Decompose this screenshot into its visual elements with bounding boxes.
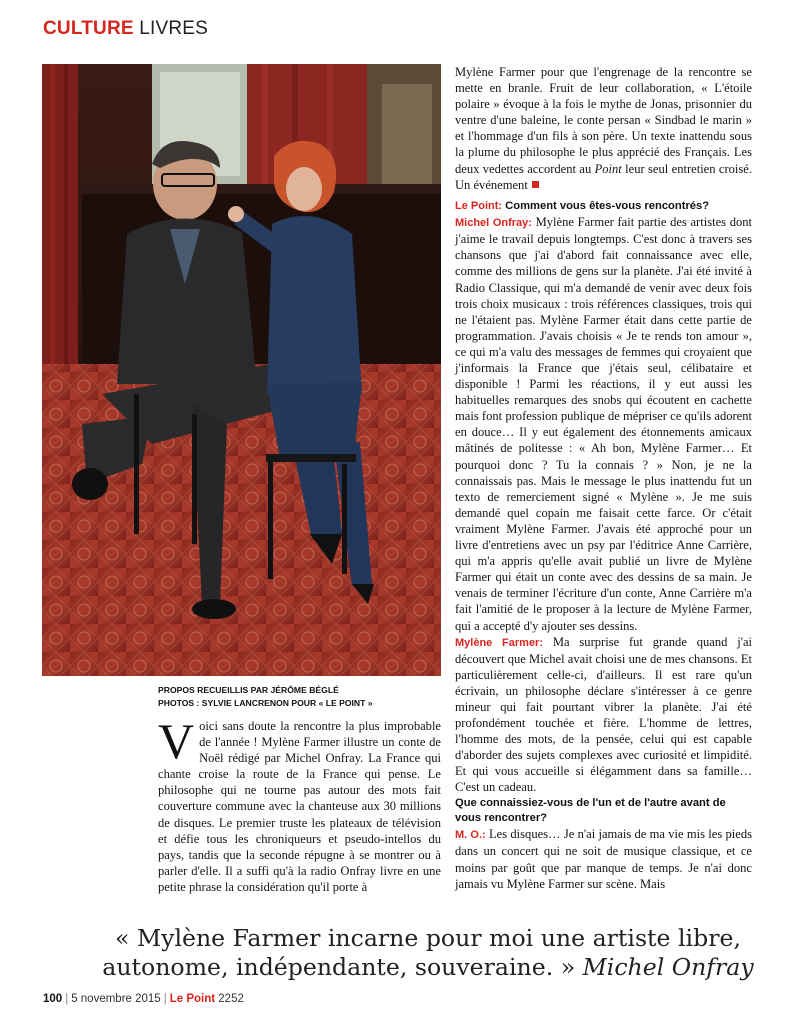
speaker-mylene-farmer: Mylène Farmer: <box>455 636 544 649</box>
rubric-section: CULTURE <box>43 18 134 39</box>
pull-quote <box>98 924 758 982</box>
speaker-le-point: Le Point: <box>455 199 503 212</box>
magazine-name: Le Point <box>169 993 216 1005</box>
speaker-michel-onfray: Michel Onfray: <box>455 217 532 230</box>
dropcap: V <box>158 713 195 769</box>
intro-text: oici sans doute la rencontre la plus improbable de l'année ! Mylène Farmer illustre un conte de Noël rédigé par Michel Onfray. La France qui chante croise la route de la France qui pense. Le philosophe qui ne tourne pas autour des mots fait couverture commune avec la chanteuse aux 30 millions de disques. Le premier truste les plateaux de télévision et défie tous les chroniqueurs et pseudo-intellos du pays, tandis que la seconde répugne à se montrer ou à parler d'elle. Il a suffi qu'à la radio Onfray livre en une petite phrase la considération qu'il porte à <box>158 719 441 894</box>
question-2: Que connaissiez-vous de l'un et de l'autre avant de vous rencontrer? <box>455 796 726 824</box>
magazine-name-inline: Point <box>594 161 622 176</box>
interview-column <box>455 64 752 892</box>
credit-interview: PROPOS RECUEILLIS PAR JÉRÔME BÉGLÉ <box>158 685 339 695</box>
page-number: 100 <box>43 993 63 1005</box>
answer-1: Michel Onfray: Mylène Farmer fait partie des artistes dont j'aime le travail depuis longtemps. C'est donc à travers ses chansons que j'ai d'abord fait connaissance avec elle, comme des millions de gens sur la planète. J'ai été invité à Radio Classique, qui m'a demandé de venir avec deux fois trois choix musicaux : trois références classiques, trois qui ne l'étaient pas. Mylène Farmer était dans cette partie de programmation. J'avais choisis « Je te rends ton amour », ce qui m'a valu des messages de femmes qui croyaient que j'informais la France que j'étais seul, célibataire et disponible ! Parmi les réactions, il y eut aussi les habituelles remarques des snobs qui écoutent en cachette mais font profession publique de mépriser ce qu'ils adorent en douce… Il y eut également des étonnements amicaux mâtinés de politesse : « Ah bon, Mylène Farmer… Et pourquoi donc ? Tu la connais ? » Non, je ne la connaissais pas. Mais le message le plus inattendu fut un texto de remerciement signé « Mylène ». Je me suis demandé quel copain me faisait cette farce. Or c'était vraiment Mylène Farmer. J'avais été approché pour un livre d'entretiens avec un psy par l'éditrice Anne Carrière, qui m'a appris qu'elle avait publié un livre de Mylène Farmer qui était un conte avec des dessins de sa main. Je venais de terminer l'écriture d'un conte, Anne Carrière m'a fait l'amitié de le proposer à la lecture de Mylène Farmer, qui a accepté d'y ajouter ses dessins. <box>455 215 753 633</box>
article-photo <box>42 64 441 676</box>
issue-date: 5 novembre 2015 <box>71 993 161 1005</box>
speaker-mo: M. O.: <box>455 829 486 842</box>
answer-3: M. O.: Les disques… Je n'ai jamais de ma vie mis les pieds dans un concert qui ne soit de musique classique, et ce moins par goût que par manque de temps. Je n'ai donc jamais vu Mylène Farmer sur scène. Mais <box>455 827 752 891</box>
section-rubric <box>43 18 208 40</box>
rubric-subsection: LIVRES <box>139 18 209 39</box>
intro-continued: Mylène Farmer pour que l'engrenage de la rencontre se mette en branle. Fruit de leur collaboration, « L'étoile polaire » évoque à la fois le mythe de Jonas, prisonnier du ventre d'une baleine, le conte persan « Sindbad le marin » et l'hommage d'un fils à son père. Un texte inattendu sous la plume du philosophe le plus apprécié des Français. Les deux vedettes accordent au Point leur seul entretien croisé. Un événement <box>455 65 752 192</box>
pull-quote-author: Michel Onfray <box>582 953 754 981</box>
article-credits <box>158 684 448 710</box>
end-mark-icon <box>532 181 539 188</box>
pull-quote-text: « Mylène Farmer incarne pour moi une artiste libre, autonome, indépendante, souveraine. » <box>102 924 741 981</box>
answer-2: Mylène Farmer: Ma surprise fut grande quand j'ai découvert que Michel avait choisi une de mes chansons. Et particulièrement celle-ci, d'ailleurs. Il est rare qu'un écrivain, un philosophe déclare s'intéresser à ce genre mineur qui fait pourtant vibrer la planète. J'ai été profondément touchée et fière. L'homme de lettres, l'homme des mots, de la pensée, celui qui est capable d'aborder des sujets complexes avec curiosité et limpidité. Et qui vous accueille si élégamment dans sa famille… C'est un cadeau. <box>455 634 753 795</box>
credit-photos: PHOTOS : SYLVIE LANCRENON POUR « LE POINT » <box>158 698 373 708</box>
question-1: Le Point: Comment vous êtes-vous rencontrés? <box>455 199 710 212</box>
issue-number: 2252 <box>218 993 244 1005</box>
page-footer: 100 | 5 novembre 2015 | Le Point 2252 <box>43 993 244 1005</box>
intro-column <box>158 713 441 895</box>
